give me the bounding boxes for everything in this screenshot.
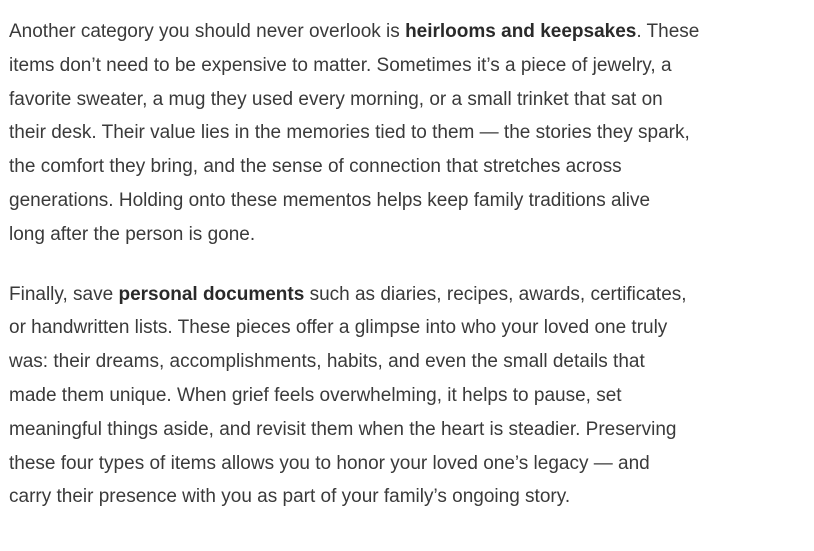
text-line: carry their presence with you as part of your family’s ongoing story. <box>9 486 571 508</box>
text-line: the comfort they bring, and the sense of connection that stretches across <box>9 156 622 178</box>
text-line: meaningful things aside, and revisit them when the heart is steadier. Preserving <box>9 418 677 440</box>
text-line: items don’t need to be expensive to matter. Sometimes it’s a piece of jewelry, a <box>9 54 672 76</box>
text-line: these four types of items allows you to honor your loved one’s legacy — and <box>9 452 650 474</box>
bold-term-heirlooms: heirlooms and keepsakes <box>405 21 637 42</box>
text-line: was: their dreams, accomplishments, habits, and even the small details that <box>9 351 645 373</box>
text-line: Another category you should never overlook is heirlooms and keepsakes. These <box>9 21 700 42</box>
text-line: long after the person is gone. <box>9 223 256 245</box>
text-line: or handwritten lists. These pieces offer a glimpse into who your loved one truly <box>9 317 668 339</box>
text-line: favorite sweater, a mug they used every morning, or a small trinket that sat on <box>9 88 663 110</box>
text-line: Finally, save personal documents such as diaries, recipes, awards, certificates, <box>9 283 687 305</box>
text-line: their desk. Their value lies in the memories tied to them — the stories they spark, <box>9 122 690 144</box>
paragraph-heirlooms <box>9 15 799 252</box>
text-line: generations. Holding onto these mementos helps keep family traditions alive <box>9 189 651 211</box>
paragraph-personal-documents <box>9 278 799 515</box>
text-line: made them unique. When grief feels overwhelming, it helps to pause, set <box>9 384 622 406</box>
bold-term-personal-documents: personal documents <box>118 283 305 305</box>
